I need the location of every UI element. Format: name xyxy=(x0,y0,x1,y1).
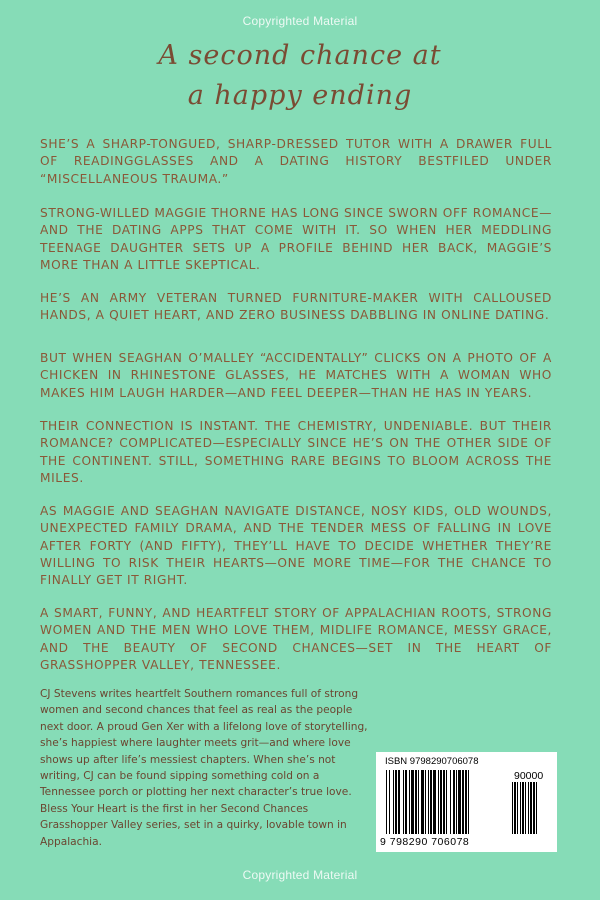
tagline-line-1: A second chance at xyxy=(158,40,442,71)
blurb-paragraph-6: AS MAGGIE AND SEAGHAN NAVIGATE DISTANCE, NOSY KIDS, OLD WOUNDS, UNEXPECTED FAMILY DRAMA, AND THE TENDER MESS OF FALLING IN LOVE AFTER FORTY (AND FIFTY), THEY’LL HAVE TO DECIDE WHETHER THEY’RE WILLING TO RISK THEIR HEARTS—ONE MORE TIME—FOR THE CHANCE TO FINALLY GET IT RIGHT. xyxy=(40,504,552,588)
barcode-bars xyxy=(384,770,549,836)
blurb-paragraph-4: BUT WHEN SEAGHAN O’MALLEY “ACCIDENTALLY” CLICKS ON A PHOTO OF A CHICKEN IN RHINESTONE GLASSES, HE MATCHES WITH A WOMAN WHO MAKES HIM LAUGH HARDER—AND FEEL DEEPER—THAN HE HAS IN YEARS. xyxy=(40,351,552,400)
barcode-digits: 9 798290 706078 xyxy=(380,836,470,848)
blurb-paragraph-5: THEIR CONNECTION IS INSTANT. THE CHEMISTRY, UNDENIABLE. BUT THEIR ROMANCE? COMPLICATED—ESPECIALLY SINCE HE’S ON THE OTHER SIDE OF THE CONTINENT. STILL, SOMETHING RARE BEGINS TO BLOOM ACROSS THE MILES. xyxy=(40,419,552,485)
tagline-line-2: a happy ending xyxy=(187,80,413,111)
watermark-top: Copyrighted Material xyxy=(242,14,358,28)
watermark-bottom: Copyrighted Material xyxy=(242,868,358,882)
blurb-paragraph-2: STRONG-WILLED MAGGIE THORNE HAS LONG SINCE SWORN OFF ROMANCE—AND THE DATING APPS THAT COME WITH IT. SO WHEN HER MEDDLING TEENAGE DAUGHTER SETS UP A PROFILE BEHIND HER BACK, MAGGIE’S MORE THAN A LITTLE SKEPTICAL. xyxy=(40,206,552,272)
price-code: 90000 xyxy=(514,770,544,782)
barcode-box xyxy=(376,752,557,852)
blurb-paragraph-1: SHE’S A SHARP-TONGUED, SHARP-DRESSED TUTOR WITH A DRAWER FULL OF READINGGLASSES AND A DATING HISTORY BESTFILED UNDER “MISCELLANEOUS TRAUMA.” xyxy=(40,137,552,186)
author-bio: CJ Stevens writes heartfelt Southern romances full of strong women and second chances that feel as real as the people next door. A proud Gen Xer with a lifelong love of storytelling, she’s happiest where laughter meets grit—and where love shows up after life’s messiest chapters. When she’s not writing, CJ can be found sipping something cold on a Tennessee porch or plotting her next character’s true love. Bless Your Heart is the first in her Second Chances Grasshopper Valley series, set in a quirky, lovable town in Appalachia. xyxy=(40,688,368,848)
blurb-paragraph-7: A SMART, FUNNY, AND HEARTFELT STORY OF APPALACHIAN ROOTS, STRONG WOMEN AND THE MEN WHO LOVE THEM, MIDLIFE ROMANCE, MESSY GRACE, AND THE BEAUTY OF SECOND CHANCES—SET IN THE HEART OF GRASSHOPPER VALLEY, TENNESSEE. xyxy=(40,606,552,672)
isbn-label: ISBN 9798290706078 xyxy=(385,756,479,767)
blurb-paragraph-3: HE’S AN ARMY VETERAN TURNED FURNITURE-MAKER WITH CALLOUSED HANDS, A QUIET HEART, AND ZERO BUSINESS DABBLING IN ONLINE DATING. xyxy=(40,291,552,323)
